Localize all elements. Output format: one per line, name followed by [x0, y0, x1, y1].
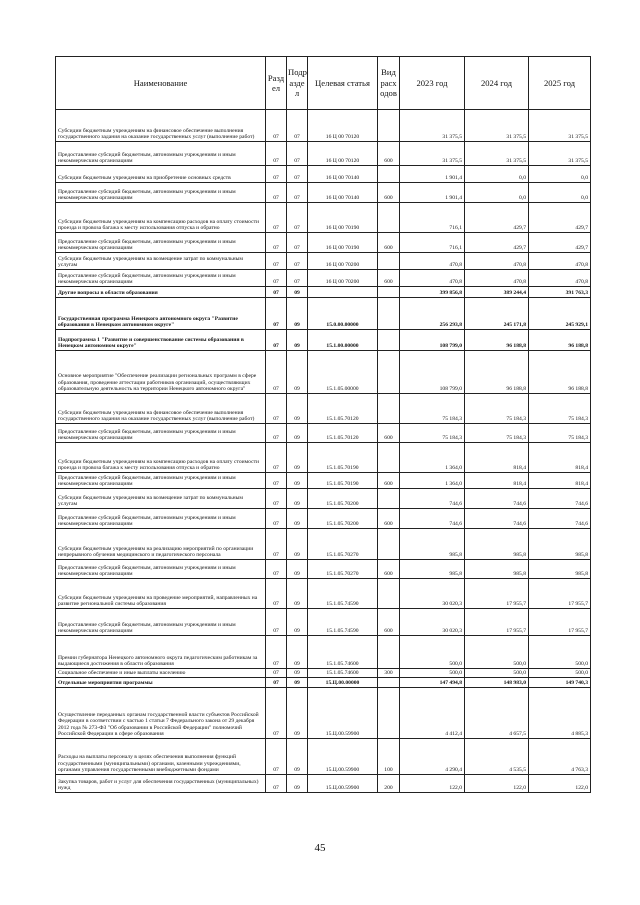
- cell-podrazdel: 07: [287, 142, 308, 166]
- table-row: [56, 669, 591, 678]
- table-row: [56, 489, 591, 509]
- cell-razdel: 07: [266, 775, 287, 793]
- cell-podrazdel: 09: [287, 424, 308, 443]
- cell-2023: 122,0: [400, 775, 465, 793]
- cell-podrazdel: 09: [287, 443, 308, 473]
- cell-2025: 985,8: [529, 560, 591, 579]
- budget-table: [55, 56, 591, 793]
- cell-2025: 122,0: [529, 775, 591, 793]
- cell-name: Социальное обеспечение и иные выплаты населению: [56, 669, 266, 678]
- cell-razdel: 07: [266, 287, 287, 298]
- table-row: [56, 110, 591, 142]
- cell-vid: 600: [378, 560, 400, 579]
- cell-name: Расходы на выплаты персоналу в целях обеспечения выполнения функций государственными (муниципальными) органами, казенными учреждениями, органами управления государственными внебюджетными фондами: [56, 739, 266, 775]
- cell-2025: 4 763,3: [529, 739, 591, 775]
- cell-2025: 500,0: [529, 636, 591, 669]
- table-row: [56, 688, 591, 739]
- cell-2023: 716,1: [400, 233, 465, 253]
- cell-target: 16 Ц 00 70190: [308, 233, 378, 253]
- cell-target: 15.1.05.74590: [308, 609, 378, 636]
- cell-2023: 1 901,4: [400, 183, 465, 203]
- cell-2025: 17 955,7: [529, 609, 591, 636]
- cell-target: 15.1.05.70190: [308, 473, 378, 489]
- cell-vid: 200: [378, 775, 400, 793]
- cell-2023: 30 020,3: [400, 609, 465, 636]
- table-row: [56, 473, 591, 489]
- cell-2024: 500,0: [465, 636, 529, 669]
- cell-2025: 75 184,3: [529, 424, 591, 443]
- cell-2024: 389 244,4: [465, 287, 529, 298]
- cell-target: 16 Ц 00 70140: [308, 183, 378, 203]
- cell-podrazdel: 09: [287, 298, 308, 330]
- cell-name: Субсидии бюджетным учреждениям на компенсацию расходов на оплату стоимости проезда и провоза багажа к месту использования отпуска и обратно: [56, 203, 266, 233]
- cell-name: Субсидии бюджетным учреждениям на финансовое обеспечение выполнения государственного задания на оказание государственных услуг (выполнение работ): [56, 110, 266, 142]
- header-2023: 2023 год: [400, 57, 465, 110]
- cell-2025: 31 375,5: [529, 110, 591, 142]
- cell-2024: 744,6: [465, 489, 529, 509]
- cell-name: Премии губернатора Ненецкого автономного округа педагогическим работникам за выдающиеся достижения в области образования: [56, 636, 266, 669]
- table-row: [56, 509, 591, 529]
- cell-podrazdel: 09: [287, 394, 308, 424]
- header-2025: 2025 год: [529, 57, 591, 110]
- cell-razdel: 07: [266, 110, 287, 142]
- cell-target: [308, 287, 378, 298]
- cell-2023: 744,6: [400, 489, 465, 509]
- cell-2023: 716,1: [400, 203, 465, 233]
- cell-2025: 4 885,3: [529, 688, 591, 739]
- cell-2025: 0,0: [529, 183, 591, 203]
- cell-podrazdel: 09: [287, 739, 308, 775]
- cell-podrazdel: 09: [287, 560, 308, 579]
- cell-2024: 96 188,8: [465, 330, 529, 351]
- cell-2023: 75 184,3: [400, 424, 465, 443]
- cell-2025: 429,7: [529, 203, 591, 233]
- cell-razdel: 07: [266, 166, 287, 183]
- table-row: [56, 287, 591, 298]
- cell-razdel: 07: [266, 203, 287, 233]
- cell-razdel: 07: [266, 270, 287, 287]
- cell-vid: 600: [378, 473, 400, 489]
- cell-podrazdel: 09: [287, 509, 308, 529]
- cell-podrazdel: 07: [287, 233, 308, 253]
- cell-name: Предоставление субсидий бюджетным, автономным учреждениям и иным некоммерческим организациям: [56, 473, 266, 489]
- cell-target: 15.Ц.00.00000: [308, 678, 378, 688]
- cell-vid: 600: [378, 509, 400, 529]
- cell-2024: 744,6: [465, 509, 529, 529]
- cell-2024: 31 375,5: [465, 142, 529, 166]
- cell-razdel: 07: [266, 424, 287, 443]
- cell-2025: 149 740,3: [529, 678, 591, 688]
- cell-vid: [378, 529, 400, 560]
- table-row: [56, 739, 591, 775]
- cell-target: 16 Ц 00 70140: [308, 166, 378, 183]
- cell-razdel: 07: [266, 609, 287, 636]
- cell-2023: 256 293,8: [400, 298, 465, 330]
- cell-podrazdel: 07: [287, 270, 308, 287]
- cell-target: 15.1.05.70200: [308, 489, 378, 509]
- cell-vid: 300: [378, 669, 400, 678]
- cell-2025: 17 955,7: [529, 579, 591, 609]
- cell-name: Отдельные мероприятия программы: [56, 678, 266, 688]
- cell-name: Предоставление субсидий бюджетным, автономным учреждениям и иным некоммерческим организациям: [56, 609, 266, 636]
- table-row: [56, 142, 591, 166]
- cell-2023: 399 856,8: [400, 287, 465, 298]
- cell-target: 15.1.05.74590: [308, 579, 378, 609]
- cell-podrazdel: 07: [287, 253, 308, 270]
- cell-2023: 30 020,3: [400, 579, 465, 609]
- cell-vid: [378, 394, 400, 424]
- cell-target: 15.1.05.74600: [308, 636, 378, 669]
- cell-target: 16 Ц 00 70200: [308, 253, 378, 270]
- cell-2025: 985,8: [529, 529, 591, 560]
- cell-2025: 75 184,3: [529, 394, 591, 424]
- table-row: [56, 678, 591, 688]
- cell-2024: 31 375,5: [465, 110, 529, 142]
- table-row: [56, 424, 591, 443]
- cell-name: Предоставление субсидий бюджетным, автономным учреждениям и иным некоммерческим организациям: [56, 233, 266, 253]
- cell-target: 15.1.05.70120: [308, 424, 378, 443]
- cell-name: Субсидии бюджетным учреждениям на проведение мероприятий, направленных на развитие региональной системы образования: [56, 579, 266, 609]
- cell-2025: 470,8: [529, 270, 591, 287]
- cell-vid: [378, 298, 400, 330]
- cell-2023: 31 375,5: [400, 110, 465, 142]
- cell-podrazdel: 09: [287, 579, 308, 609]
- cell-vid: [378, 678, 400, 688]
- cell-name: Основное мероприятие "Обеспечение реализации региональных программ в сфере образования, проведение аттестации работников организаций, осуществляющих образовательную деятельность на территории Ненецкого автономного округа": [56, 351, 266, 394]
- cell-vid: 600: [378, 233, 400, 253]
- cell-2024: 96 188,8: [465, 351, 529, 394]
- cell-podrazdel: 07: [287, 166, 308, 183]
- cell-razdel: 07: [266, 253, 287, 270]
- cell-2024: 75 184,3: [465, 424, 529, 443]
- table-row: [56, 443, 591, 473]
- cell-name: Подпрограмма 1 "Развитие и совершенствование системы образования в Ненецком автономном округе": [56, 330, 266, 351]
- cell-podrazdel: 09: [287, 678, 308, 688]
- cell-name: Субсидии бюджетным учреждениям на возмещение затрат по коммунальным услугам: [56, 253, 266, 270]
- cell-podrazdel: 07: [287, 183, 308, 203]
- cell-2023: 470,8: [400, 253, 465, 270]
- cell-2024: 17 955,7: [465, 609, 529, 636]
- table-row: [56, 775, 591, 793]
- cell-2024: 17 955,7: [465, 579, 529, 609]
- cell-2023: 985,8: [400, 560, 465, 579]
- cell-razdel: 07: [266, 509, 287, 529]
- cell-target: 15.Ц.00.59900: [308, 739, 378, 775]
- cell-razdel: 07: [266, 688, 287, 739]
- table-row: [56, 330, 591, 351]
- cell-target: 16 Ц 00 70190: [308, 203, 378, 233]
- table-body: [56, 110, 591, 793]
- cell-vid: [378, 489, 400, 509]
- table-row: [56, 203, 591, 233]
- cell-name: Субсидии бюджетным учреждениям на приобретение основных средств: [56, 166, 266, 183]
- cell-name: Субсидии бюджетным учреждениям на возмещение затрат по коммунальным услугам: [56, 489, 266, 509]
- cell-razdel: 07: [266, 529, 287, 560]
- cell-2025: 818,4: [529, 443, 591, 473]
- cell-razdel: 07: [266, 473, 287, 489]
- table-header-row: [56, 57, 591, 110]
- cell-2024: 818,4: [465, 473, 529, 489]
- cell-razdel: 07: [266, 330, 287, 351]
- cell-2023: 31 375,5: [400, 142, 465, 166]
- header-target: Целевая статья: [308, 57, 378, 110]
- cell-2024: 4 535,5: [465, 739, 529, 775]
- cell-2024: 148 983,0: [465, 678, 529, 688]
- cell-2024: 470,8: [465, 253, 529, 270]
- table-row: [56, 233, 591, 253]
- cell-target: 16 Ц 00 70120: [308, 142, 378, 166]
- cell-2025: 500,0: [529, 669, 591, 678]
- cell-target: 15.1.05.70190: [308, 443, 378, 473]
- cell-razdel: 07: [266, 394, 287, 424]
- cell-target: 15.1.05.70200: [308, 509, 378, 529]
- cell-razdel: 07: [266, 142, 287, 166]
- cell-2024: 245 171,8: [465, 298, 529, 330]
- cell-podrazdel: 09: [287, 669, 308, 678]
- table-row: [56, 529, 591, 560]
- cell-name: Предоставление субсидий бюджетным, автономным учреждениям и иным некоммерческим организациям: [56, 509, 266, 529]
- cell-2025: 429,7: [529, 233, 591, 253]
- cell-2023: 985,8: [400, 529, 465, 560]
- cell-2024: 0,0: [465, 183, 529, 203]
- cell-name: Субсидии бюджетным учреждениям на компенсацию расходов на оплату стоимости проезда и провоза багажа к месту использования отпуска и обратно: [56, 443, 266, 473]
- cell-podrazdel: 09: [287, 287, 308, 298]
- cell-name: Предоставление субсидий бюджетным, автономным учреждениям и иным некоммерческим организациям: [56, 142, 266, 166]
- table-row: [56, 270, 591, 287]
- cell-vid: [378, 287, 400, 298]
- cell-name: Субсидии бюджетным учреждениям на реализацию мероприятий по организации непрерывного обучения медицинского и педагогического персонала: [56, 529, 266, 560]
- cell-razdel: 07: [266, 739, 287, 775]
- cell-2025: 31 375,5: [529, 142, 591, 166]
- table-row: [56, 579, 591, 609]
- cell-2024: 818,4: [465, 443, 529, 473]
- cell-2025: 96 188,8: [529, 330, 591, 351]
- cell-2025: 818,4: [529, 473, 591, 489]
- cell-vid: [378, 203, 400, 233]
- cell-2023: 470,8: [400, 270, 465, 287]
- cell-target: 15.0.00.00000: [308, 298, 378, 330]
- table-row: [56, 166, 591, 183]
- cell-target: 15.1.00.00000: [308, 330, 378, 351]
- cell-razdel: 07: [266, 183, 287, 203]
- cell-target: 15.1.05.00000: [308, 351, 378, 394]
- cell-name: Субсидии бюджетным учреждениям на финансовое обеспечение выполнения государственного задания на оказание государственных услуг (выполнение работ): [56, 394, 266, 424]
- cell-2023: 147 494,8: [400, 678, 465, 688]
- cell-vid: 600: [378, 270, 400, 287]
- cell-podrazdel: 09: [287, 636, 308, 669]
- cell-vid: 600: [378, 183, 400, 203]
- cell-razdel: 07: [266, 678, 287, 688]
- cell-target: 15.Ц.00.59900: [308, 688, 378, 739]
- cell-name: Предоставление субсидий бюджетным, автономным учреждениям и иным некоммерческим организациям: [56, 424, 266, 443]
- header-name: Наименование: [56, 57, 266, 110]
- cell-vid: [378, 636, 400, 669]
- cell-target: 15.1.05.70120: [308, 394, 378, 424]
- cell-razdel: 07: [266, 351, 287, 394]
- cell-razdel: 07: [266, 579, 287, 609]
- cell-target: 16 Ц 00 70200: [308, 270, 378, 287]
- cell-vid: [378, 166, 400, 183]
- cell-podrazdel: 09: [287, 473, 308, 489]
- cell-razdel: 07: [266, 636, 287, 669]
- cell-razdel: 07: [266, 489, 287, 509]
- header-vid: Вид расх одов: [378, 57, 400, 110]
- cell-name: Предоставление субсидий бюджетным, автономным учреждениям и иным некоммерческим организациям: [56, 560, 266, 579]
- cell-2025: 744,6: [529, 509, 591, 529]
- cell-podrazdel: 09: [287, 688, 308, 739]
- page-number: 45: [314, 842, 326, 854]
- cell-vid: [378, 110, 400, 142]
- cell-2024: 122,0: [465, 775, 529, 793]
- cell-vid: [378, 688, 400, 739]
- cell-target: 16 Ц 00 70120: [308, 110, 378, 142]
- cell-podrazdel: 09: [287, 489, 308, 509]
- cell-vid: 600: [378, 609, 400, 636]
- header-razdel: Разд ел: [266, 57, 287, 110]
- table-row: [56, 183, 591, 203]
- cell-vid: 100: [378, 739, 400, 775]
- cell-razdel: 07: [266, 233, 287, 253]
- cell-razdel: 07: [266, 560, 287, 579]
- cell-2023: 1 364,0: [400, 443, 465, 473]
- table-row: [56, 351, 591, 394]
- cell-name: Осуществление переданных органам государственной власти субъектов Российской Федерации в соответствии с частью 1 статьи 7 Федерального закона от 29 декабря 2012 года № 273-ФЗ "Об образовании в Российской Федерации" полномочий Российской Федерации в сфере образования: [56, 688, 266, 739]
- cell-2023: 75 184,3: [400, 394, 465, 424]
- cell-2024: 429,7: [465, 203, 529, 233]
- header-2024: 2024 год: [465, 57, 529, 110]
- cell-podrazdel: 09: [287, 775, 308, 793]
- cell-2023: 108 799,0: [400, 351, 465, 394]
- cell-2025: 391 763,3: [529, 287, 591, 298]
- cell-target: 15.1.05.70270: [308, 560, 378, 579]
- cell-2024: 985,8: [465, 529, 529, 560]
- cell-target: 15.1.05.74600: [308, 669, 378, 678]
- cell-2025: 470,8: [529, 253, 591, 270]
- cell-2023: 4 412,4: [400, 688, 465, 739]
- cell-name: Закупка товаров, работ и услуг для обеспечения государственных (муниципальных) нужд: [56, 775, 266, 793]
- cell-vid: [378, 579, 400, 609]
- cell-target: 15.Ц.00.59900: [308, 775, 378, 793]
- cell-2025: 744,6: [529, 489, 591, 509]
- cell-podrazdel: 07: [287, 110, 308, 142]
- cell-2023: 744,6: [400, 509, 465, 529]
- cell-vid: [378, 443, 400, 473]
- cell-2024: 429,7: [465, 233, 529, 253]
- cell-name: Другие вопросы в области образования: [56, 287, 266, 298]
- cell-vid: [378, 253, 400, 270]
- cell-razdel: 07: [266, 669, 287, 678]
- cell-name: Предоставление субсидий бюджетным, автономным учреждениям и иным некоммерческим организациям: [56, 183, 266, 203]
- table-row: [56, 560, 591, 579]
- cell-vid: 600: [378, 142, 400, 166]
- cell-2024: 985,8: [465, 560, 529, 579]
- table-row: [56, 253, 591, 270]
- cell-podrazdel: 09: [287, 351, 308, 394]
- cell-vid: [378, 351, 400, 394]
- cell-2023: 4 290,4: [400, 739, 465, 775]
- cell-2024: 500,0: [465, 669, 529, 678]
- cell-target: 15.1.05.70270: [308, 529, 378, 560]
- cell-2023: 500,0: [400, 636, 465, 669]
- table-row: [56, 394, 591, 424]
- cell-podrazdel: 09: [287, 330, 308, 351]
- cell-2024: 4 657,5: [465, 688, 529, 739]
- cell-name: Государственная программа Ненецкого автономного округа "Развитие образования в Ненецком автономном округе": [56, 298, 266, 330]
- cell-podrazdel: 09: [287, 609, 308, 636]
- cell-podrazdel: 07: [287, 203, 308, 233]
- cell-2025: 245 929,1: [529, 298, 591, 330]
- cell-2024: 0,0: [465, 166, 529, 183]
- cell-razdel: 07: [266, 443, 287, 473]
- cell-vid: [378, 330, 400, 351]
- cell-2023: 500,0: [400, 669, 465, 678]
- cell-2023: 1 364,0: [400, 473, 465, 489]
- cell-2025: 96 188,8: [529, 351, 591, 394]
- header-podrazdel: Подр азде л: [287, 57, 308, 110]
- cell-2023: 108 799,0: [400, 330, 465, 351]
- cell-razdel: 07: [266, 298, 287, 330]
- cell-2023: 1 901,4: [400, 166, 465, 183]
- table-row: [56, 609, 591, 636]
- cell-2024: 75 184,3: [465, 394, 529, 424]
- cell-podrazdel: 09: [287, 529, 308, 560]
- table-row: [56, 298, 591, 330]
- table-row: [56, 636, 591, 669]
- cell-2025: 0,0: [529, 166, 591, 183]
- cell-vid: 600: [378, 424, 400, 443]
- cell-2024: 470,8: [465, 270, 529, 287]
- cell-name: Предоставление субсидий бюджетным, автономным учреждениям и иным некоммерческим организациям: [56, 270, 266, 287]
